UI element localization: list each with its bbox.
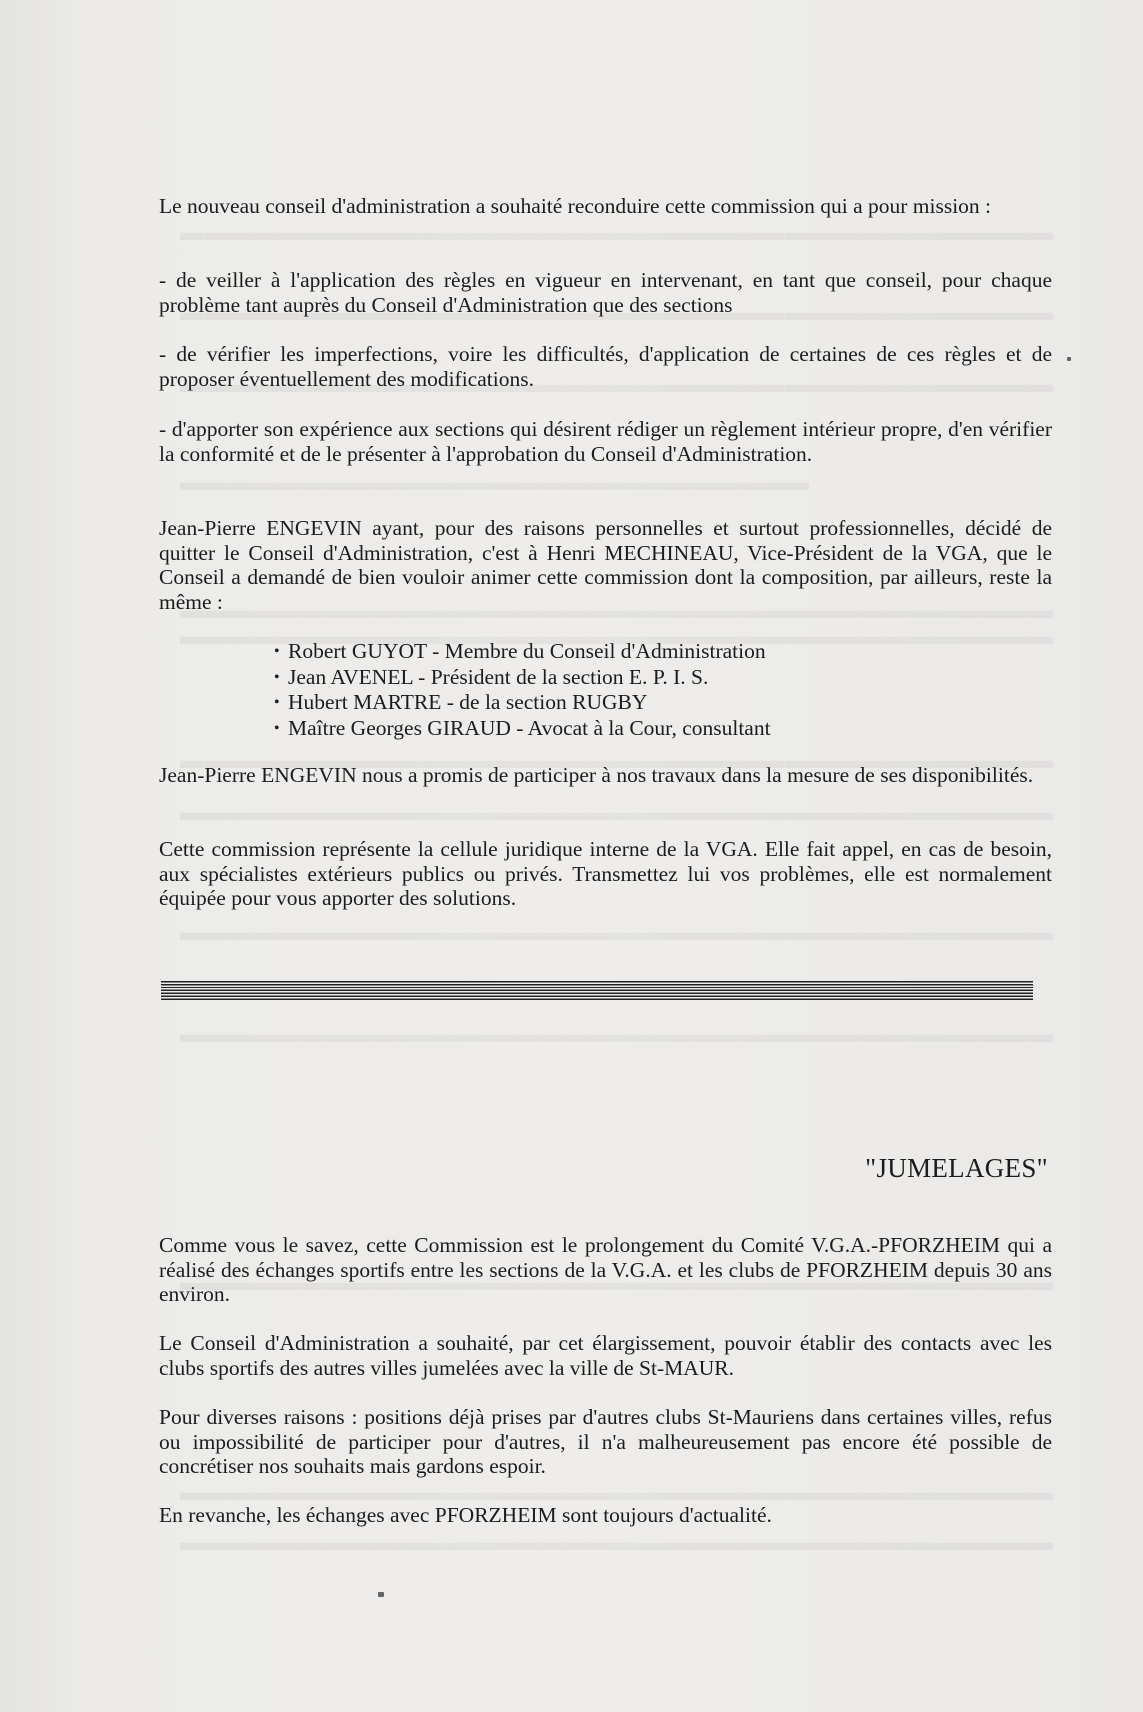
paper-speck <box>378 1592 384 1597</box>
bullet-icon: • <box>274 719 280 737</box>
show-through-decoration <box>180 920 1053 946</box>
mission-item: - de veiller à l'application des règles en vigueur en intervenant, en tant que conseil, pour chaque problème tant auprès du Conseil d'Administration que des sections <box>159 268 1052 317</box>
member-item <box>274 690 771 716</box>
intro-paragraph: Le nouveau conseil d'administration a souhaité reconduire cette commission qui a pour mission : <box>159 194 992 218</box>
jumelages-paragraph: En revanche, les échanges avec PFORZHEIM sont toujours d'actualité. <box>159 1503 772 1527</box>
jumelages-paragraph: Comme vous le savez, cette Commission est le prolongement du Comité V.G.A.-PFORZHEIM qui a réalisé des échanges sportifs entre les sections de la V.G.A. et les clubs de PFORZHEIM depuis 30 ans environ. <box>159 1233 1052 1306</box>
show-through-decoration <box>180 800 1053 826</box>
role-paragraph: Cette commission représente la cellule juridique interne de la VGA. Elle fait appel, en cas de besoin, aux spécialistes extérieurs publics ou privés. Transmettez lui vos problèmes, elle est normalement équipée pour vous apporter des solutions. <box>159 837 1052 910</box>
jumelages-paragraph: Pour diverses raisons : positions déjà prises par d'autres clubs St-Mauriens dans certaines villes, refus ou impossibilité de participer pour d'autres, il n'a malheureusement pas encore été possible de concrétiser nos souhaits mais gardons espoir. <box>159 1405 1052 1478</box>
section-title: "JUMELAGES" <box>865 1153 1048 1183</box>
show-through-decoration <box>180 1530 1053 1556</box>
member-label: Hubert MARTRE - de la section RUGBY <box>288 690 648 714</box>
bullet-icon: • <box>274 643 280 660</box>
section-divider <box>161 981 1033 1000</box>
member-list <box>274 639 771 741</box>
bullet-icon: • <box>274 668 280 686</box>
member-item <box>274 716 771 742</box>
show-through-decoration <box>180 1022 1053 1048</box>
bullet-icon: • <box>274 694 280 711</box>
mission-item: - d'apporter son expérience aux sections qui désirent rédiger un règlement intérieur propre, d'en vérifier la conformité et de le présenter à l'approbation du Conseil d'Administration. <box>159 417 1052 466</box>
member-label: Jean AVENEL - Président de la section E. P. I. S. <box>288 664 709 689</box>
jumelages-paragraph: Le Conseil d'Administration a souhaité, par cet élargissement, pouvoir établir des contacts avec les clubs sportifs des autres villes jumelées avec la ville de St-MAUR. <box>159 1331 1052 1380</box>
paper-speck <box>1067 357 1071 361</box>
mission-item: - de vérifier les imperfections, voire les difficultés, d'application de certaines de ces règles et de proposer éventuellement des modifications. <box>159 342 1052 391</box>
promise-paragraph: Jean-Pierre ENGEVIN nous a promis de participer à nos travaux dans la mesure de ses disponibilités. <box>159 763 1034 787</box>
member-item <box>274 639 771 665</box>
member-item <box>274 665 771 691</box>
member-label: Maître Georges GIRAUD - Avocat à la Cour, consultant <box>288 715 771 740</box>
member-label: Robert GUYOT - Membre du Conseil d'Administration <box>288 639 766 663</box>
show-through-decoration <box>180 220 1053 246</box>
change-paragraph: Jean-Pierre ENGEVIN ayant, pour des raisons personnelles et surtout professionnelles, décidé de quitter le Conseil d'Administration, c'est à Henri MECHINEAU, Vice-Président de la VGA, que le Conseil a demandé de bien vouloir animer cette commission dont la composition, par ailleurs, reste la même : <box>159 516 1052 614</box>
show-through-decoration <box>180 470 1053 496</box>
